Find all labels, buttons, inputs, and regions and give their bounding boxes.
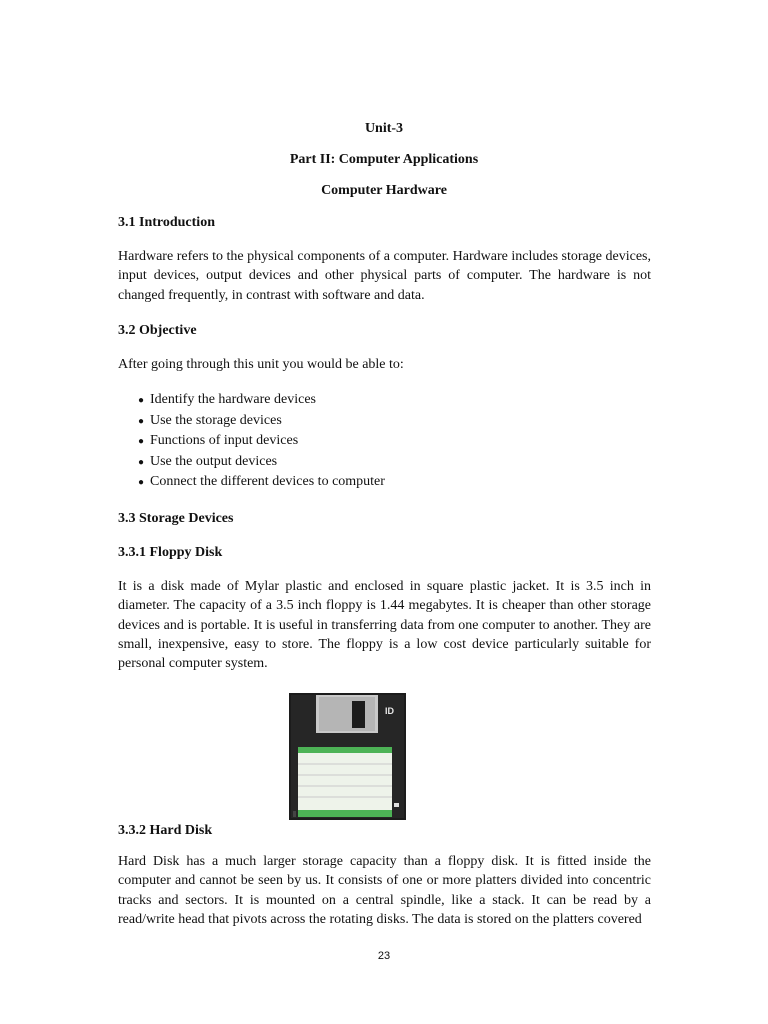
bullet-icon: ● [138,436,145,447]
section-heading-introduction: 3.1 Introduction [118,215,215,230]
floppy-id-label: ID [385,706,394,716]
objectives-list [138,390,385,493]
section-heading-floppy-disk: 3.3.1 Floppy Disk [118,545,223,560]
bullet-icon: ● [138,456,145,468]
introduction-paragraph: Hardware refers to the physical components of a computer. Hardware includes storage devices, input devices, output devices and other physical parts of computer. The hardware is not changed frequently, in contrast with software and data. [118,249,651,303]
list-item: ● Use the output devices [138,452,385,473]
section-heading-objective: 3.2 Objective [118,323,197,338]
bullet-icon: ● [138,395,145,406]
section-heading-hard-disk: 3.3.2 Hard Disk [118,823,213,838]
hard-disk-paragraph: Hard Disk has a much larger storage capacity than a floppy disk. It is fitted inside the computer and cannot be seen by us. It consists of one or more platters divided into concentric tracks and sectors. It is mounted on a central spindle, like a stack. It can be read by a read/write head that pivots across the rotating disks. The data is stored on the platters covered [118,854,651,927]
unit-heading: Unit-3 [364,121,404,136]
objective-intro-text: After going through this unit you would be able to: [118,357,404,372]
bullet-icon: ● [138,477,145,488]
section-heading-storage-devices: 3.3 Storage Devices [118,511,234,526]
list-item: ● Connect the different devices to computer [138,472,385,493]
list-item: ● Functions of input devices [138,431,385,452]
part-heading: Part II: Computer Applications [289,152,479,167]
floppy-disk-image [289,693,406,820]
bullet-icon: ● [138,415,145,427]
page-title: Computer Hardware [321,183,447,198]
list-item: ● Identify the hardware devices [138,390,385,411]
list-item: ● Use the storage devices [138,411,385,432]
page-number: 23 [377,950,391,962]
floppy-disk-paragraph: It is a disk made of Mylar plastic and enclosed in square plastic jacket. It is 3.5 inch in diameter. The capacity of a 3.5 inch floppy is 1.44 megabytes. It is cheaper than other storage devices and is portable. It is useful in transferring data from one computer to another. They are small, inexpensive, easy to store. The floppy is a low cost device particularly suitable for personal computer system. [118,579,651,672]
